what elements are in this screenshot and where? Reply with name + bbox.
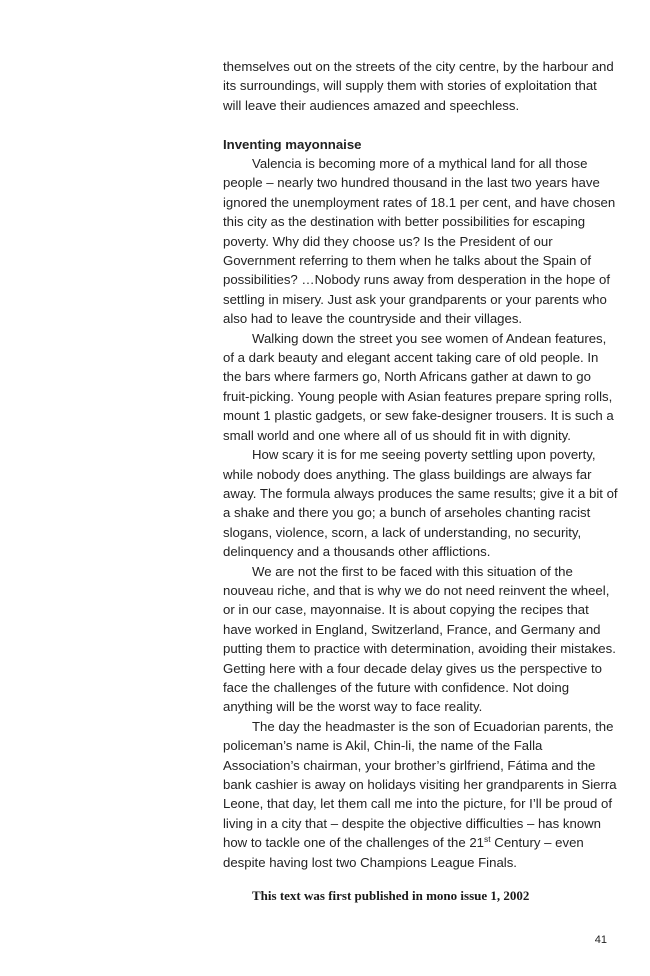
- paragraph-gap: [223, 115, 618, 134]
- body-paragraph: We are not the first to be faced with this situation of the nouveau riche, and that is why we do not need reinvent the wheel, or in our case, mayonnaise. It is about copying the recipes that have worked in England, Switzerland, France, and Germany and putting them to practice with determination, avoiding their mistakes. Getting here with a four decade delay gives us the perspective to face the challenges of the future with confidence. Not doing anything will be the worst way to face reality.: [223, 563, 616, 715]
- body-paragraph: How scary it is for me seeing poverty settling upon poverty, while nobody does anything. The glass buildings are always far away. The formula always produces the same results; give it a bit of a shake and there you go; a bunch of arseholes chanting racist slogans, violence, scorn, a lack of understanding, no security, delinquency and a thousands other afflictions.: [223, 447, 618, 560]
- body-paragraph-last: [223, 717, 618, 872]
- body-paragraph: Walking down the street you see women of Andean features, of a dark beauty and elegant accent taking care of old people. In the bars where farmers go, North Africans gather at dawn to go fruit-picking. Young people with Asian features prepare spring rolls, mount 1 plastic gadgets, or sew fake-designer trousers. It is such a small world and one where all of us should fit in with dignity.: [223, 330, 614, 443]
- last-paragraph-tail: Century – even despite having lost two Champions League Finals.: [223, 835, 584, 870]
- publication-credit: This text was first published in mono issue 1, 2002: [252, 888, 530, 903]
- section-heading: Inventing mayonnaise: [223, 136, 362, 152]
- last-paragraph-text: The day the headmaster is the son of Ecuadorian parents, the policeman’s name is Akil, Chin-li, the name of the Falla Association’s chairman, your brother’s girlfriend, Fátima and the bank cashier is away on holidays visiting her grandparents in Sierra Leone, that day, let them call me into the picture, for I’ll be proud of living in a city that – despite the objective difficulties – has known how to tackle one of the challenges of the 21: [223, 718, 617, 851]
- article-column: [223, 57, 618, 872]
- page-number: 41: [594, 934, 607, 946]
- ordinal-superscript: st: [484, 834, 491, 845]
- body-paragraph: Valencia is becoming more of a mythical land for all those people – nearly two hundred thousand in the last two years have ignored the unemployment rates of 18.1 per cent, and have chosen this city as the destination with better possibilities for escaping poverty. Why did they choose us? Is the President of our Government referring to them when he talks about the Spain of possibilities? …Nobody runs away from desperation in the hope of settling in misery. Just ask your grandparents or your parents who also had to leave the countryside and their villages.: [223, 156, 616, 327]
- opening-paragraph: themselves out on the streets of the city centre, by the harbour and its surroundings, will supply them with stories of exploitation that will leave their audiences amazed and speechless.: [223, 59, 614, 113]
